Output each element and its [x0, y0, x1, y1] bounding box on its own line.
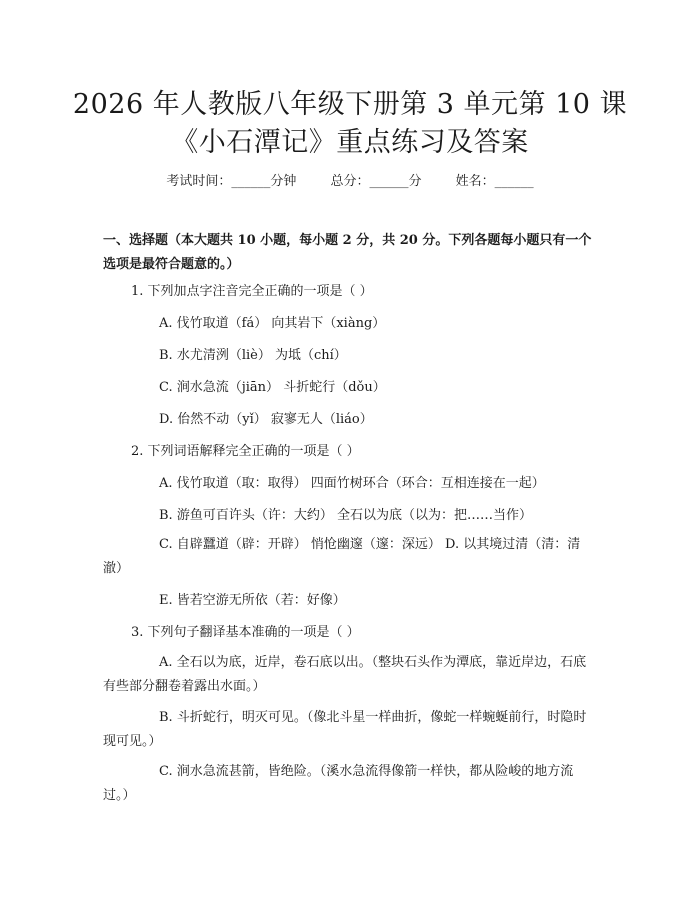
exam-info: [0, 170, 700, 189]
option: A. 伐竹取道（取：取得） 四面竹树环合（环合：互相连接在一起）: [159, 476, 545, 491]
question-stem: 2. 下列词语解释完全正确的一项是（ ）: [131, 444, 360, 459]
student-name-field: 姓名：______: [455, 174, 534, 189]
option: C. 自辟蠶道（辟：开辟） 悄怆幽邃（邃：深远） D. 以其境过清（清：清澈）: [103, 537, 581, 576]
section-heading: 一、选择题（本大题共 10 小题，每小题 2 分，共 20 分。下列各题每小题只有一个选项是最符合题意的。）: [103, 233, 592, 272]
option: B. 游鱼可百许头（许：大约） 全石以为底（以为：把……当作）: [159, 508, 532, 523]
question-stem: 3. 下列句子翻译基本准确的一项是（ ）: [131, 625, 360, 640]
question-stem: 1. 下列加点字注音完全正确的一项是（ ）: [131, 284, 373, 299]
document-title-line2: 《小石潭记》重点练习及答案: [171, 127, 529, 158]
option: C. 涧水急流（jiān） 斗折蛇行（dǒu）: [159, 380, 386, 395]
option: A. 全石以为底，近岸，卷石底以出。（整块石头作为潭底，靠近岸边，石底有些部分翻卷着露出水面。）: [103, 655, 587, 694]
option: B. 斗折蛇行，明灭可见。（像北斗星一样曲折，像蛇一样蜿蜒前行，时隐时现可见。）: [103, 710, 587, 749]
total-score-field: 总分：______分: [330, 174, 422, 189]
option: D. 佁然不动（yǐ） 寂寥无人（liáo）: [159, 412, 373, 427]
document-title-line1: 2026 年人教版八年级下册第 3 单元第 10 课: [72, 89, 628, 120]
option: A. 伐竹取道（fá） 向其岩下（xiàng）: [159, 316, 386, 331]
option: E. 皆若空游无所依（若：好像）: [159, 593, 346, 608]
option: B. 水尤清洌（liè） 为坻（chí）: [159, 348, 347, 363]
exam-time-field: 考试时间：______分钟: [166, 174, 297, 189]
option: C. 涧水急流甚箭，皆绝险。（溪水急流得像箭一样快，都从险峻的地方流过。）: [103, 764, 574, 803]
